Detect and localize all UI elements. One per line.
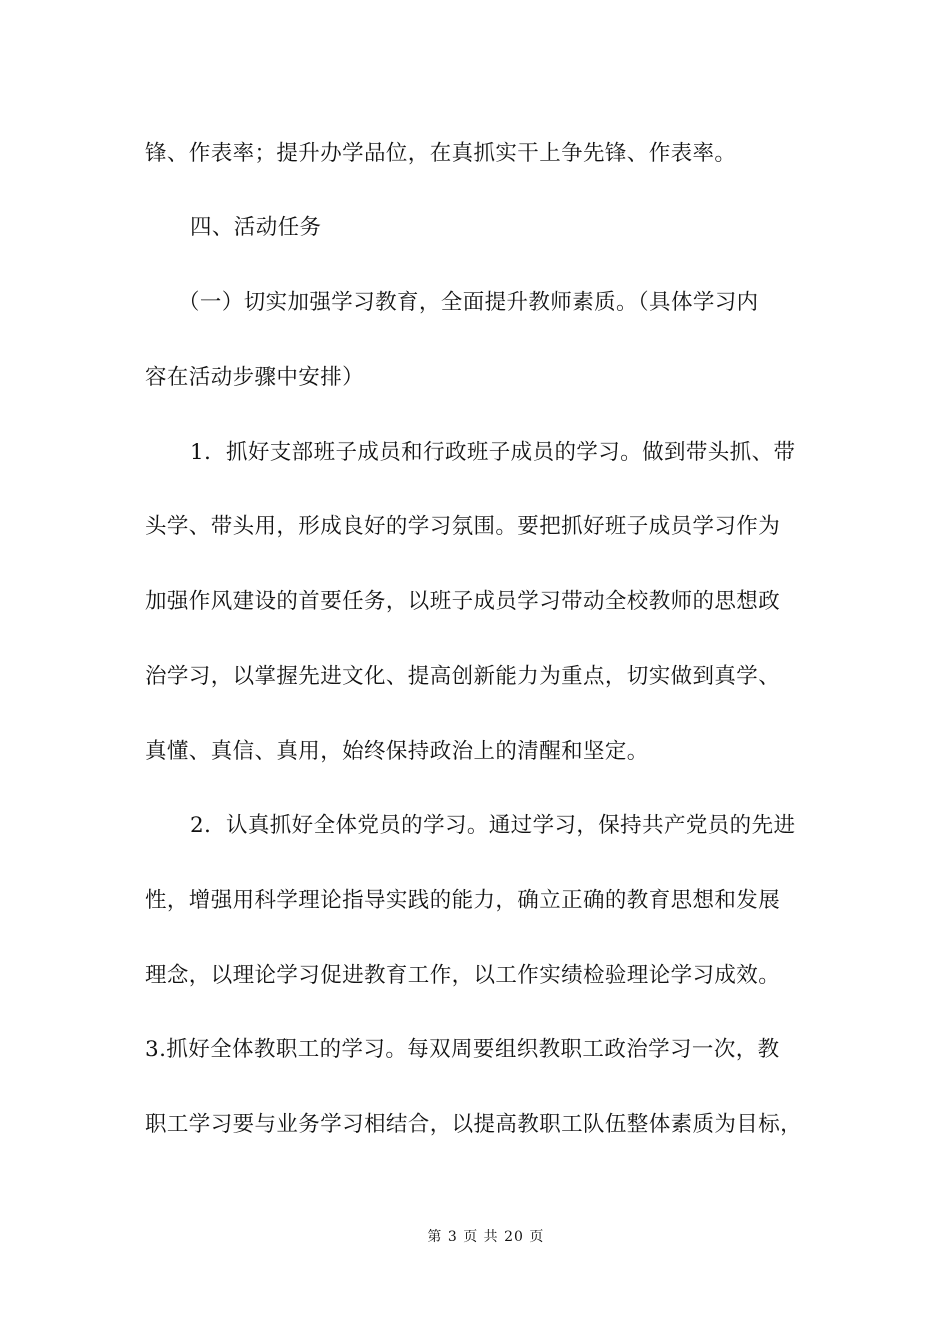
- paragraph-line: 理念，以理论学习促进教育工作，以工作实绩检验理论学习成效。: [145, 963, 781, 988]
- paragraph-line: 容在活动步骤中安排）: [145, 365, 365, 390]
- page-number-label: 第 3 页 共 20 页: [427, 1229, 545, 1245]
- paragraph-line: 头学、带头用，形成良好的学习氛围。要把抓好班子成员学习作为: [145, 514, 781, 539]
- paragraph-line: 性，增强用科学理论指导实践的能力，确立正确的教育思想和发展: [145, 888, 781, 913]
- paragraph-line: 1．抓好支部班子成员和行政班子成员的学习。做到带头抓、带: [190, 440, 796, 465]
- subsection-heading: （一）切实加强学习教育，全面提升教师素质。（具体学习内: [178, 290, 759, 315]
- paragraph-line: 锋、作表率；提升办学品位，在真抓实干上争先锋、作表率。: [145, 141, 737, 166]
- paragraph-line: 加强作风建设的首要任务，以班子成员学习带动全校教师的思想政: [145, 589, 781, 614]
- paragraph-line: 2．认真抓好全体党员的学习。通过学习，保持共产党员的先进: [190, 813, 796, 838]
- paragraph-line: 治学习，以掌握先进文化、提高创新能力为重点，切实做到真学、: [145, 664, 781, 689]
- paragraph-line: 3.抓好全体教职工的学习。每双周要组织教职工政治学习一次，教: [145, 1037, 780, 1062]
- paragraph-line: 职工学习要与业务学习相结合，以提高教职工队伍整体素质为目标，: [145, 1112, 803, 1137]
- page-footer: [0, 1207, 950, 1267]
- paragraph-line: 真懂、真信、真用，始终保持政治上的清醒和坚定。: [145, 739, 649, 764]
- section-heading: 四、活动任务: [190, 215, 322, 240]
